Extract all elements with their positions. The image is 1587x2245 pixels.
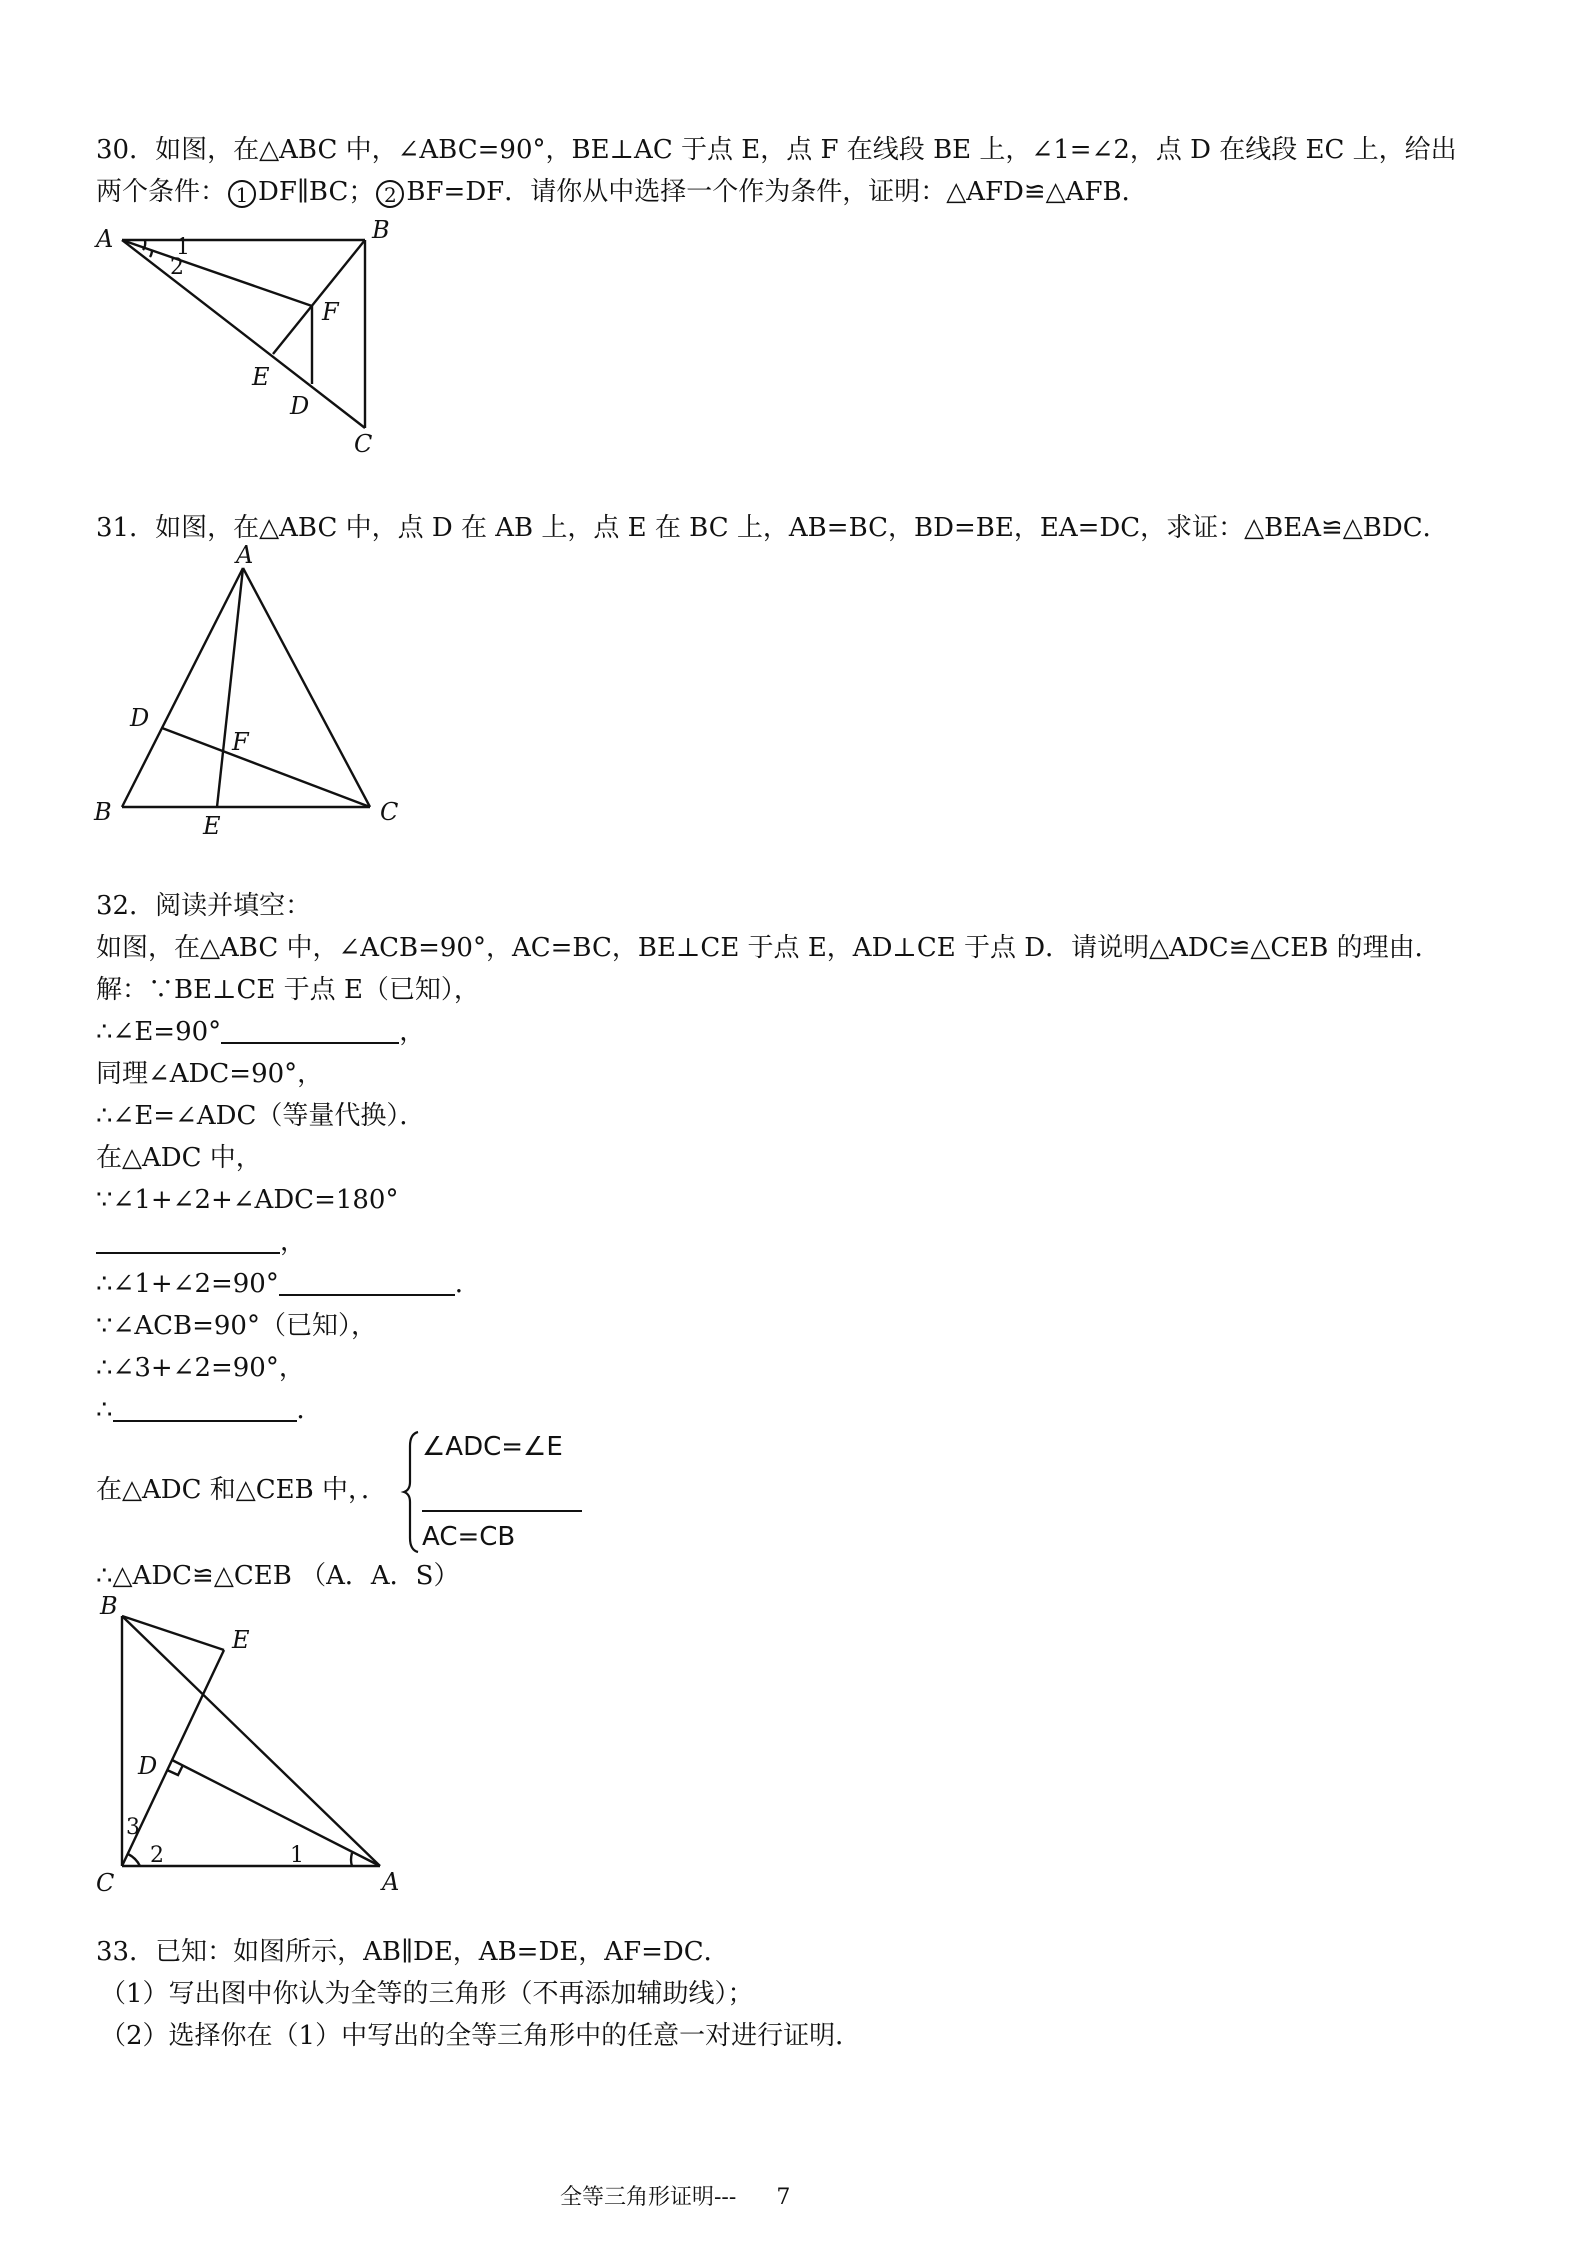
q31-label-F: F [232, 728, 249, 756]
q30-line1: 30．如图，在△ABC 中，∠ABC=90°，BE⊥AC 于点 E，点 F 在线段 BE 上，∠1=∠2，点 D 在线段 EC 上，给出 [96, 135, 1457, 165]
q30-condition1: DF∥BC； [258, 177, 375, 207]
q32-angle-2: 2 [150, 1843, 164, 1868]
q30-condition2: BF=DF．请你从中选择一个作为条件，证明：△AFD≌△AFB． [406, 177, 1148, 207]
q32-step7 [96, 1226, 306, 1258]
q32-step8-text: ∴∠1+∠2=90° [96, 1269, 279, 1299]
q30-label-A: A [96, 225, 114, 253]
blank-conclusion[interactable] [113, 1396, 297, 1422]
q30-angle-1: 1 [176, 235, 190, 260]
q32-label-B: B [100, 1592, 118, 1620]
page-number: 7 [776, 2185, 791, 2210]
q32-step7-end: ， [280, 1227, 307, 1257]
q32-step5: 在△ADC 中， [96, 1143, 262, 1173]
q30-figure [90, 216, 430, 465]
q32-title: 32．阅读并填空： [96, 891, 312, 921]
q32-label-C: C [96, 1869, 115, 1897]
q33-line1: 33．已知：如图所示，AB∥DE，AB=DE，AF=DC． [96, 1937, 730, 1967]
circled-number-2: 2 [376, 180, 404, 208]
blank-reason-2[interactable] [96, 1228, 280, 1254]
q30-label-F: F [322, 298, 339, 326]
q32-step4: ∴∠E=∠ADC（等量代换）． [96, 1101, 426, 1131]
q30-label-B: B [372, 216, 390, 244]
q32-step12-text: 在△ADC 和△CEB 中， [96, 1475, 362, 1505]
q32-step2-end: ， [399, 1017, 426, 1047]
q31-label-E: E [203, 812, 221, 840]
q32-step13: ∴△ADC≌△CEB （A．A．S） [96, 1561, 460, 1591]
q30-line2 [96, 176, 1148, 208]
footer-title: 全等三角形证明--- [560, 2185, 737, 2210]
q32-step1: 解：∵BE⊥CE 于点 E（已知）， [96, 975, 480, 1005]
q30-label-D: D [290, 392, 310, 420]
q31-figure [90, 541, 420, 840]
q31-label-D: D [130, 704, 150, 732]
q30-angle-2: 2 [170, 255, 184, 280]
q31-label-B: B [94, 798, 112, 826]
q32-step11-end: ． [296, 1395, 323, 1425]
q32-step2 [96, 1016, 425, 1048]
q32-step11-text: ∴ [96, 1395, 113, 1425]
q32-brace-bottom: AC=CB [422, 1522, 516, 1552]
q33-line2: （1）写出图中你认为全等的三角形（不再添加辅助线）； [100, 1979, 754, 2009]
q32-angle-1: 1 [290, 1843, 304, 1868]
q32-step3: 同理∠ADC=90°， [96, 1059, 324, 1089]
q32-step9: ∵∠ACB=90°（已知）， [96, 1311, 377, 1341]
q32-step8-end: ． [454, 1269, 481, 1299]
blank-reason-3[interactable] [279, 1270, 455, 1296]
q32-step2-text: ∴∠E=90° [96, 1017, 222, 1047]
q32-angle-3: 3 [126, 1815, 140, 1840]
q32-brace-top: ∠ADC=∠E [422, 1432, 563, 1462]
q32-step11 [96, 1394, 323, 1426]
q30-label-E: E [252, 363, 270, 391]
q32-step6: ∵∠1+∠2+∠ADC=180° [96, 1185, 399, 1215]
q32-line1: 如图，在△ABC 中，∠ACB=90°，AC=BC，BE⊥CE 于点 E，AD⊥CE 于点 D．请说明△ADC≌△CEB 的理由． [96, 933, 1441, 963]
blank-reason-1[interactable] [221, 1018, 399, 1044]
q32-label-D: D [138, 1752, 158, 1780]
q31-line1: 31．如图，在△ABC 中，点 D 在 AB 上，点 E 在 BC 上，AB=BC，BD=BE，EA=DC，求证：△BEA≌△BDC． [96, 513, 1449, 543]
q30-line2-prefix: 两个条件： [96, 177, 227, 207]
circled-number-1: 1 [228, 180, 256, 208]
q32-step8 [96, 1268, 481, 1300]
q32-label-E: E [232, 1626, 250, 1654]
q32-step12-dot: ． [361, 1475, 388, 1505]
q32-step12 [96, 1474, 387, 1506]
q31-label-C: C [380, 798, 399, 826]
q31-label-A: A [236, 541, 254, 569]
page-footer [560, 2184, 790, 2212]
q30-label-C: C [354, 430, 373, 458]
q33-line3: （2）选择你在（1）中写出的全等三角形中的任意一对进行证明． [100, 2021, 862, 2051]
q32-step10: ∴∠3+∠2=90°， [96, 1353, 305, 1383]
q32-figure [90, 1592, 420, 1897]
blank-brace-middle[interactable] [422, 1486, 582, 1512]
q32-label-A: A [382, 1868, 400, 1896]
